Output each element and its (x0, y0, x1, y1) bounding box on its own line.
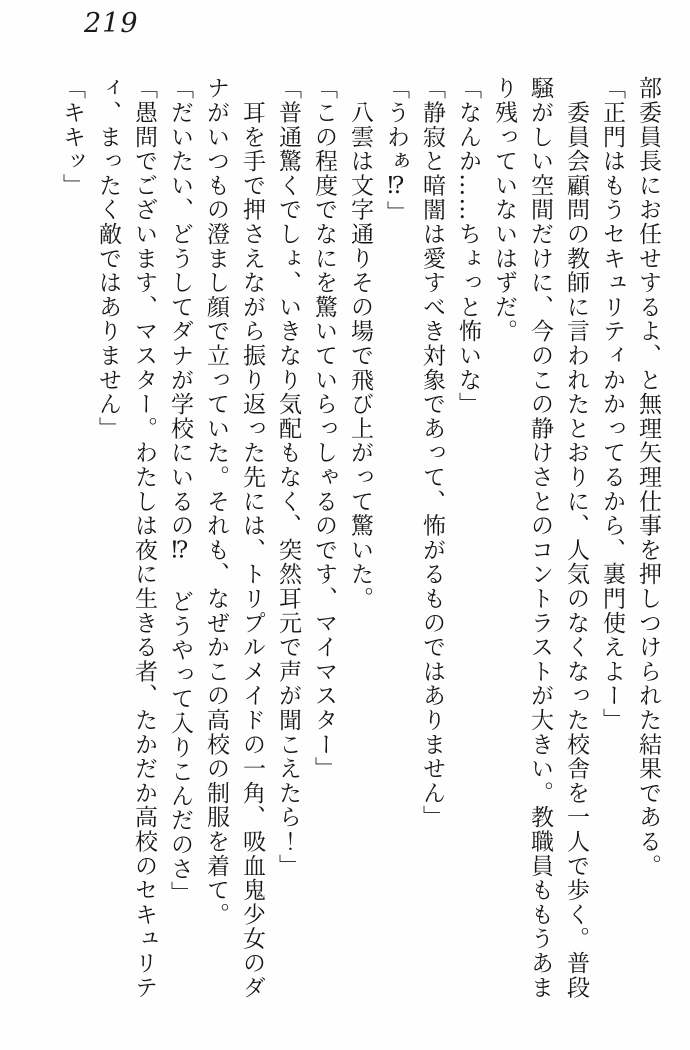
text-line: 八雲は文字通りその場で飛び上がって驚いた。 (347, 76, 373, 611)
text-line: 部委員長にお任せするよ、と無理矢理仕事を押しつけられた結果である。 (635, 76, 661, 878)
text-line: 「うわぁ⁉」 (383, 76, 409, 225)
text-line: 「正門はもうセキュリティかかってるから、裏門使えよー」 (599, 76, 625, 733)
text-line: 「キキッ」 (59, 76, 85, 198)
text-line: ナがいつもの澄まし顔で立っていた。それも、なぜかこの高校の制服を着て。 (203, 76, 229, 927)
text-line: 委員会顧問の教師に言われたとおりに、人気のなくなった校舎を一人で歩く。普段 (563, 76, 589, 1000)
body-text (54, 76, 666, 1016)
text-line: 騒がしい空間だけに、今のこの静けさとのコントラストが大きい。教職員ももうあま (527, 76, 553, 1000)
text-line: 「なんか……ちょっと怖いな」 (455, 76, 481, 417)
text-line: 耳を手で押さえながら振り返った先には、トリプルメイドの一角、吸血鬼少女のダ (239, 76, 265, 1000)
text-line: 「だいたい、どうしてダナが学校にいるの⁉ どうやって入りこんだのさ」 (167, 76, 193, 906)
page-number: 219 (84, 8, 139, 39)
text-line: 「普通驚くでしょ、いきなり気配もなく、突然耳元で声が聞こえたら！」 (275, 76, 301, 878)
text-line: ィ、まったく敵ではありません」 (95, 76, 121, 441)
text-line: 「この程度でなにを驚いていらっしゃるのです、マイマスター」 (311, 76, 337, 781)
text-line: 「静寂と暗闇は愛すべき対象であって、怖がるものではありません」 (419, 76, 445, 830)
text-line: 「愚問でございます、マスター。わたしは夜に生きる者、たかだか高校のセキュリテ (131, 76, 157, 1000)
text-line: り残っていないはずだ。 (491, 76, 517, 344)
